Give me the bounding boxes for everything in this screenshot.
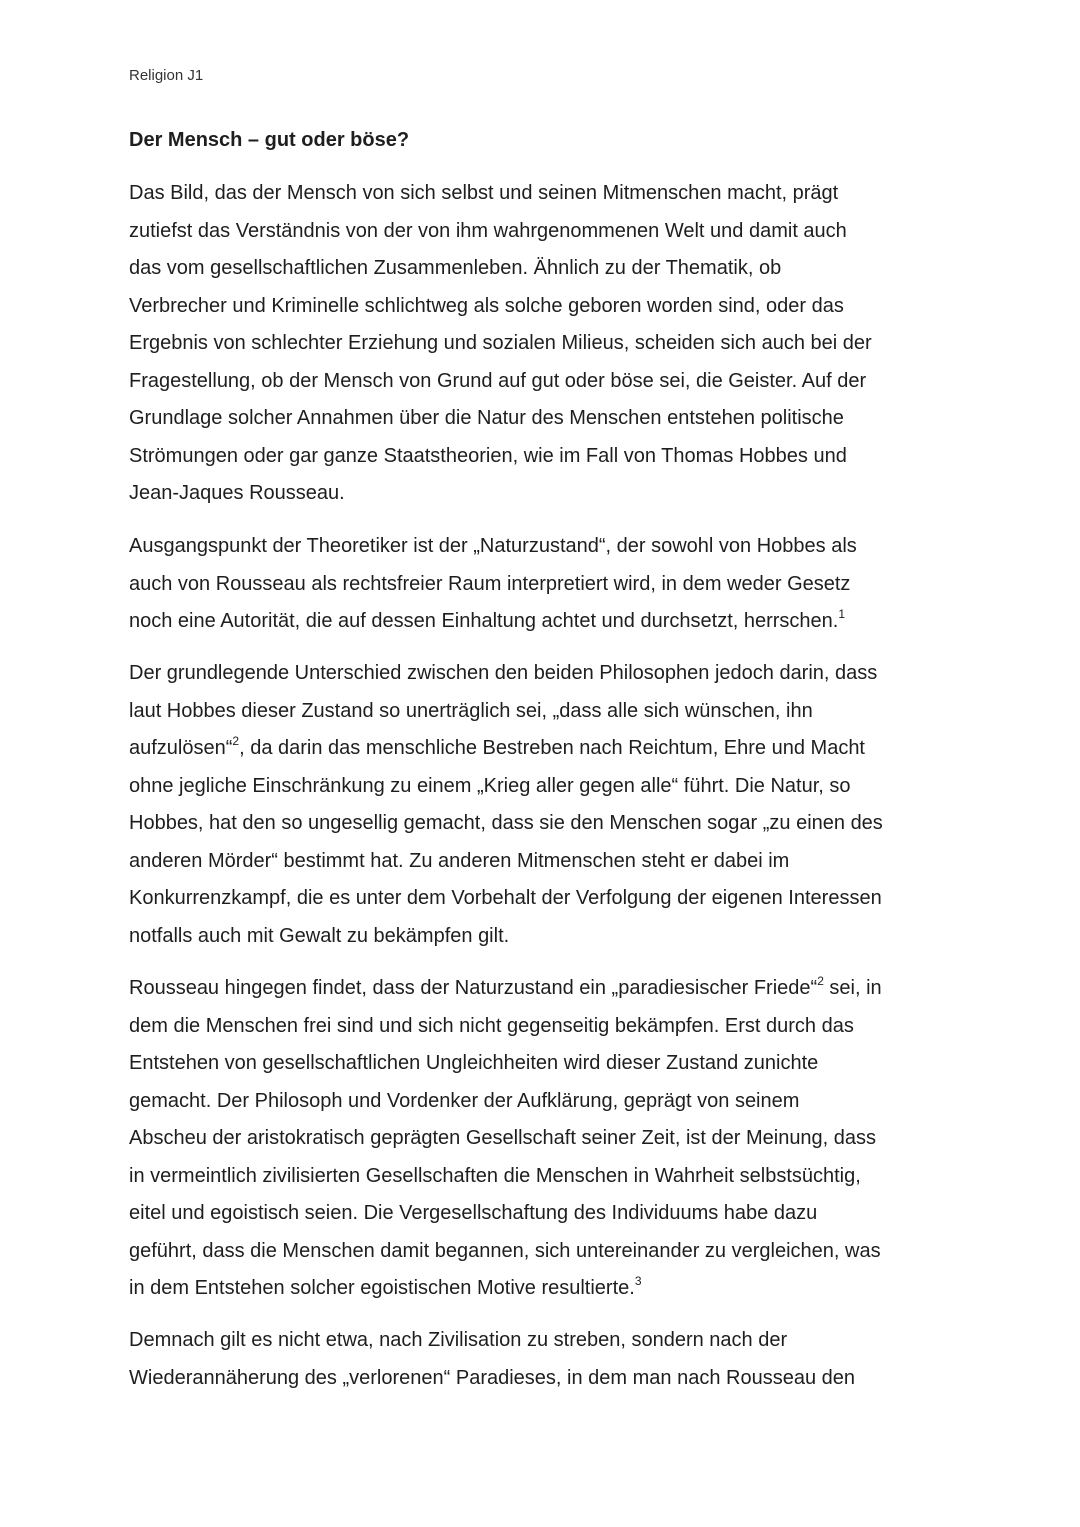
footnote-ref: 3 — [634, 1274, 642, 1288]
text-line — [129, 1008, 989, 1046]
text-segment: Das Bild, das der Mensch von sich selbst und seinen Mitmenschen macht, prägt — [129, 182, 839, 204]
text-segment: , da darin das menschliche Bestreben nach Reichtum, Ehre und Macht — [239, 737, 865, 759]
text-line — [129, 1158, 989, 1196]
text-line — [129, 438, 989, 476]
text-segment: anderen Mörder“ bestimmt hat. Zu anderen Mitmenschen steht er dabei im — [129, 849, 790, 872]
text-segment: ohne jegliche Einschränkung zu einem „Krieg aller gegen alle“ führt. Die Natur, so — [129, 774, 851, 797]
text-segment: Entstehen von gesellschaftlichen Ungleichheiten wird dieser Zustand zunichte — [129, 1052, 819, 1074]
text-line — [129, 730, 989, 768]
text-line — [129, 603, 989, 641]
text-line — [129, 1360, 989, 1398]
paragraph — [129, 175, 989, 513]
text-segment: laut Hobbes dieser Zustand so unerträglich sei, „dass alle sich wünschen, ihn — [129, 699, 813, 722]
text-line — [129, 1322, 989, 1360]
text-segment: zutiefst das Verständnis von der von ihm wahrgenommenen Welt und damit auch — [129, 219, 847, 242]
text-line — [129, 843, 989, 881]
footnote-ref: 2 — [232, 734, 240, 748]
text-segment: sei, in — [823, 977, 882, 999]
paragraph — [129, 528, 989, 641]
text-line — [129, 213, 989, 251]
text-segment: Grundlage solcher Annahmen über die Natur des Menschen entstehen politische — [129, 407, 844, 429]
text-line — [129, 1045, 989, 1083]
text-segment: notfalls auch mit Gewalt zu bekämpfen gilt. — [129, 924, 510, 947]
text-segment: Der grundlegende Unterschied zwischen den beiden Philosophen jedoch darin, dass — [129, 662, 878, 684]
text-segment: auch von Rousseau als rechtsfreier Raum interpretiert wird, in dem weder Gesetz — [129, 572, 851, 595]
text-segment: Hobbes, hat den so ungesellig gemacht, dass sie den Menschen sogar „zu einen des — [129, 812, 883, 834]
text-line — [129, 250, 989, 288]
text-segment: in vermeintlich zivilisierten Gesellschaften die Menschen in Wahrheit selbstsüchtig, — [129, 1164, 861, 1187]
text-segment: Ergebnis von schlechter Erziehung und sozialen Milieus, scheiden sich auch bei der — [129, 332, 872, 354]
text-segment: in dem Entstehen solcher egoistischen Motive resultierte. — [129, 1277, 635, 1299]
text-line — [129, 528, 989, 566]
text-segment: Verbrecher und Kriminelle schlichtweg als solche geboren worden sind, oder das — [129, 294, 844, 317]
text-segment: Demnach gilt es nicht etwa, nach Zivilisation zu streben, sondern nach der — [129, 1329, 788, 1351]
text-line — [129, 693, 989, 731]
text-line — [129, 918, 989, 956]
text-segment: eitel und egoistisch seien. Die Vergesellschaftung des Individuums habe dazu — [129, 1202, 818, 1224]
text-line — [129, 1083, 989, 1121]
text-line — [129, 1233, 989, 1271]
text-segment: noch eine Autorität, die auf dessen Einhaltung achtet und durchsetzt, herrschen. — [129, 610, 839, 632]
text-line — [129, 1120, 989, 1158]
text-line — [129, 400, 989, 438]
text-line — [129, 325, 989, 363]
text-line — [129, 175, 989, 213]
text-segment: Abscheu der aristokratisch geprägten Gesellschaft seiner Zeit, ist der Meinung, dass — [129, 1127, 877, 1149]
text-segment: Wiederannäherung des „verlorenen“ Paradieses, in dem man nach Rousseau den — [129, 1366, 855, 1389]
text-segment: Strömungen oder gar ganze Staatstheorien, wie im Fall von Thomas Hobbes und — [129, 444, 847, 467]
text-segment: Jean-Jaques Rousseau. — [129, 482, 345, 504]
text-line — [129, 805, 989, 843]
page-header: Religion J1 — [129, 67, 204, 84]
text-line — [129, 970, 989, 1008]
text-segment: geführt, dass die Menschen damit begannen, sich untereinander zu vergleichen, was — [129, 1239, 881, 1262]
text-line — [129, 566, 989, 604]
text-segment: Ausgangspunkt der Theoretiker ist der „Naturzustand“, der sowohl von Hobbes als — [129, 535, 857, 557]
text-line — [129, 475, 989, 513]
text-line — [129, 768, 989, 806]
paragraph — [129, 1322, 989, 1397]
text-segment: das vom gesellschaftlichen Zusammenleben. Ähnlich zu der Thematik, ob — [129, 257, 782, 279]
footnote-ref: 1 — [838, 607, 846, 621]
text-line — [129, 1195, 989, 1233]
text-line — [129, 655, 989, 693]
text-segment: Rousseau hingegen findet, dass der Naturzustand ein „paradiesischer Friede“ — [129, 977, 818, 999]
text-line — [129, 363, 989, 401]
document-title: Der Mensch – gut oder böse? — [129, 129, 410, 151]
paragraph — [129, 970, 989, 1308]
text-line — [129, 880, 989, 918]
text-segment: gemacht. Der Philosoph und Vordenker der Aufklärung, geprägt von seinem — [129, 1089, 800, 1112]
text-segment: aufzulösen“ — [129, 737, 233, 759]
text-segment: Fragestellung, ob der Mensch von Grund auf gut oder böse sei, die Geister. Auf der — [129, 369, 867, 392]
paragraph — [129, 655, 989, 955]
text-segment: Konkurrenzkampf, die es unter dem Vorbehalt der Verfolgung der eigenen Interessen — [129, 887, 882, 909]
text-line — [129, 288, 989, 326]
footnote-ref: 2 — [817, 974, 824, 988]
text-segment: dem die Menschen frei sind und sich nicht gegenseitig bekämpfen. Erst durch das — [129, 1014, 854, 1037]
text-line — [129, 1270, 989, 1308]
